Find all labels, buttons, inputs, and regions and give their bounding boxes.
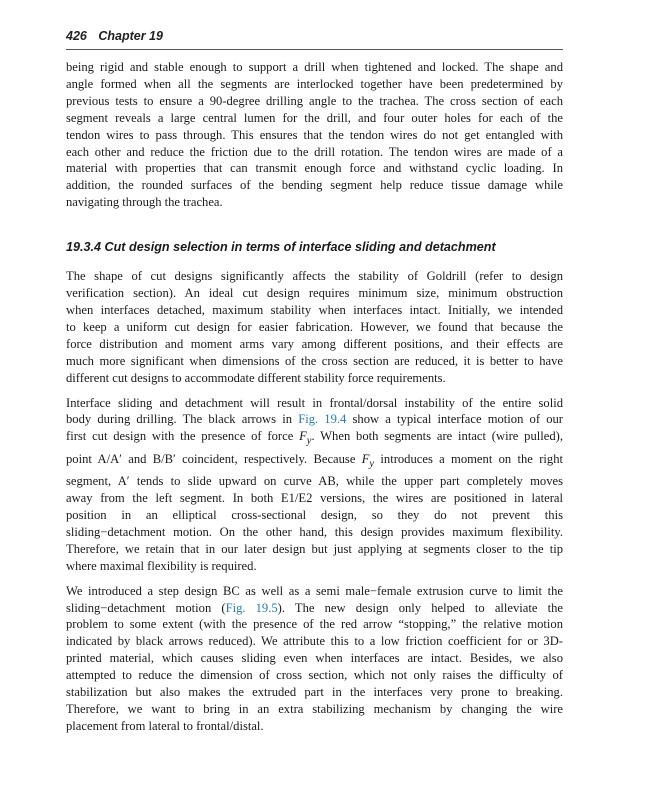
text-line [66, 411, 563, 428]
running-head [66, 28, 563, 50]
text-line: segment reveals a large central lumen for the drill, and four outer holes for each of the [66, 110, 563, 125]
paragraph-intro [66, 59, 563, 211]
figure-link-19-5[interactable]: Fig. 19.5 [225, 600, 278, 615]
text-line: much more significant when dimensions of the cross section are reduced, it is better to have [66, 353, 563, 368]
text-line: to keep a uniform cut design for easier fabrication. However, we found that because the [66, 319, 563, 334]
force-subscript: y [306, 435, 312, 447]
paragraph-step-design [66, 583, 563, 735]
text-line [66, 428, 563, 450]
page-number: 426 [66, 29, 87, 43]
chapter-label: Chapter 19 [98, 29, 163, 43]
text-line: stabilization but also makes the extruded part in the interfaces very prone to breaking. [66, 685, 563, 700]
section-number: 19.3.4 [66, 240, 102, 255]
force-variable: F [299, 429, 307, 444]
text-line: indicated by black arrows reduced). We attribute this to a low friction coefficient for or 3D- [66, 634, 563, 649]
text-line: away from the left segment. In both E1/E2 versions, the wires are positioned in lateral [66, 491, 563, 506]
text-line: sliding−detachment motion. On the other hand, this design provides maximum flexibility. [66, 524, 563, 539]
force-subscript: y [369, 458, 375, 470]
text-line: force distribution and moment arms vary among different positions, and their effects are [66, 336, 563, 351]
text-fragment: point A/A′ and B/B′ coincident, respectively. Because [66, 451, 362, 466]
text-line: previous tests to ensure a 90-degree drilling angle to the trachea. The cross section of each [66, 93, 563, 108]
text-fragment: sliding−detachment motion ( [66, 600, 226, 615]
text-line: tendon wires to pass through. This ensures that the tendon wires do not get entangled with [66, 127, 563, 142]
text-line: being rigid and stable enough to support a drill when tightened and locked. The shape and [66, 60, 563, 74]
text-line: The shape of cut designs significantly affects the stability of Goldrill (refer to design [66, 269, 563, 284]
text-line [66, 451, 563, 473]
text-line: We introduced a step design BC as well as a semi male−female extrusion curve to limit the [66, 583, 563, 598]
text-line: Therefore, we want to bring in an extra stabilizing mechanism by changing the wire [66, 701, 563, 716]
text-line: navigating through the trachea. [66, 195, 223, 210]
text-line: where maximal flexibility is required. [66, 558, 257, 573]
text-line: each other and reduce the friction due to the drill rotation. The tendon wires are made of a [66, 144, 563, 159]
text-line: attempted to reduce the dimension of cross section, which not only raises the difficulty of [66, 668, 563, 683]
text-fragment: show a typical interface motion of our [346, 412, 564, 427]
text-fragment: first cut design with the presence of force [66, 429, 300, 444]
text-line: verification section). An ideal cut design requires minimum size, minimum obstruction [66, 286, 563, 301]
text-line: addition, the rounded surfaces of the bending segment help reduce tissue damage while [66, 178, 563, 193]
text-line: problem to some extent (with the presence of the red arrow “stopping,” the relative motion [66, 617, 563, 632]
text-line: position in an elliptical cross-sectional design, so they do not prevent this [66, 507, 563, 522]
paragraph-cut-design [66, 268, 563, 386]
text-fragment: body during drilling. The black arrows in [66, 412, 299, 427]
text-fragment: . When both segments are intact (wire pulled), [311, 429, 563, 444]
text-fragment: ). The new design only helped to alleviate the [277, 600, 563, 615]
force-symbol [299, 429, 312, 447]
text-line: material with properties that can transmit enough force and withstand cyclic loading. In [66, 161, 563, 176]
text-line: Interface sliding and detachment will result in frontal/dorsal instability of the entire solid [66, 395, 563, 410]
text-line: segment, A′ tends to slide upward on curve AB, while the upper part completely moves [66, 474, 563, 489]
text-line: printed material, which causes sliding even when interfaces are intact. Besides, we also [66, 651, 563, 666]
force-variable: F [361, 451, 370, 466]
text-line: different cut designs to accommodate different stability force requirements. [66, 370, 446, 385]
book-page [66, 28, 563, 735]
text-line: Therefore, we retain that in our later design but just applying at segments closer to the tip [66, 541, 563, 556]
text-fragment: introduces a moment on the right [374, 451, 563, 466]
text-line [66, 600, 563, 617]
paragraph-interface-sliding [66, 395, 563, 575]
text-line: placement from lateral to frontal/distal. [66, 718, 264, 733]
text-line: when interfaces detached, maximum stability when interfaces intact. Initially, we intended [66, 302, 563, 317]
figure-link-19-4[interactable]: Fig. 19.4 [298, 412, 347, 427]
section-heading [66, 238, 563, 256]
force-symbol [361, 451, 375, 470]
text-line: angle formed when all the segments are interlocked together have been predetermined by [66, 76, 563, 91]
section-title: Cut design selection in terms of interface sliding and detachment [104, 240, 496, 255]
